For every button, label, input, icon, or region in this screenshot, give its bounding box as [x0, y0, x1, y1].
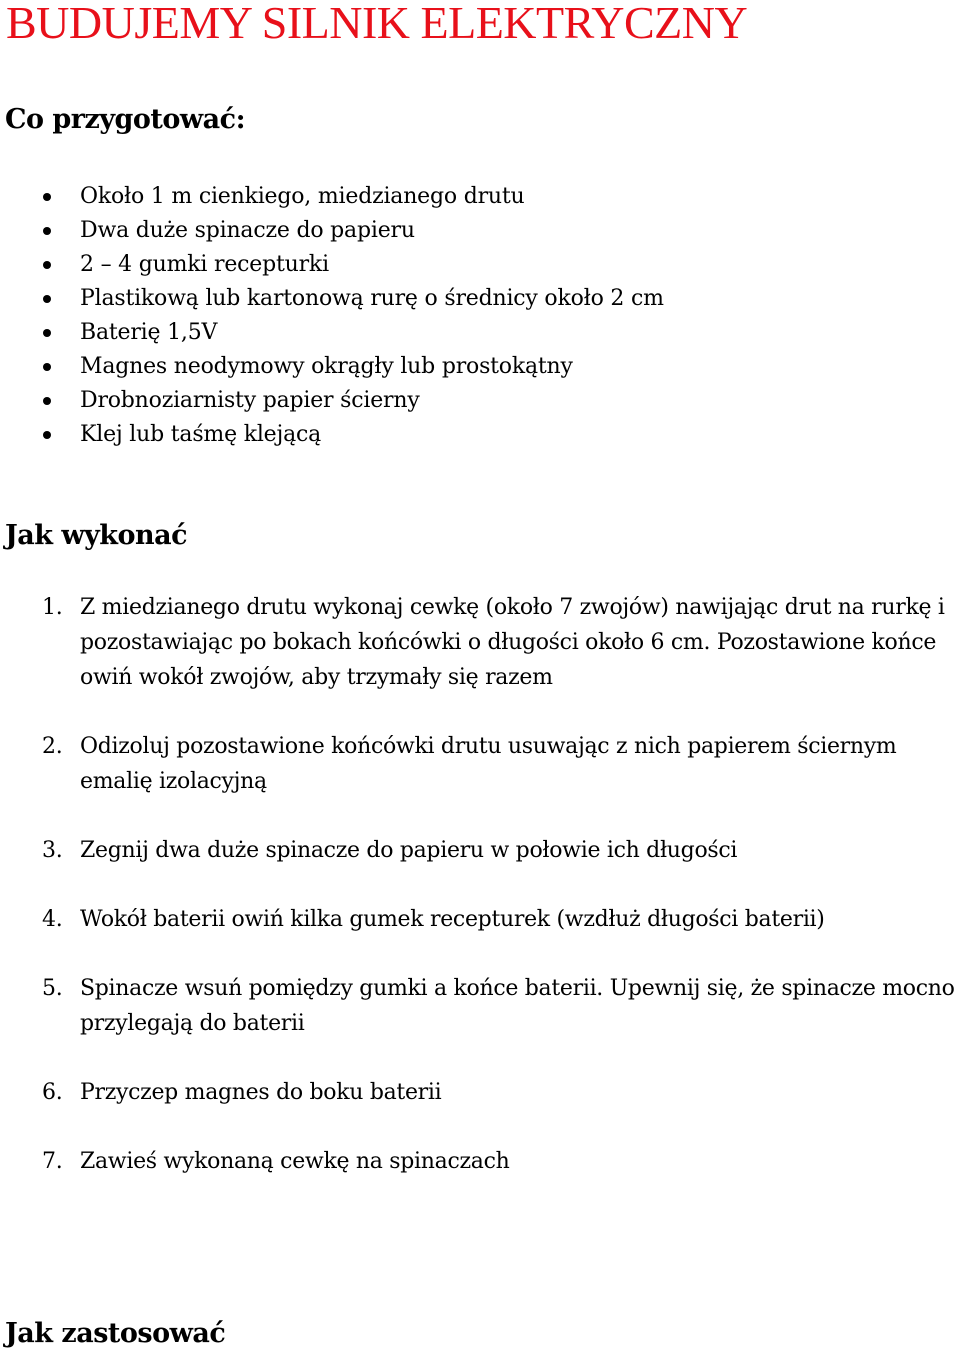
materials-list [0, 180, 664, 452]
instructions-list [0, 590, 960, 1213]
usage-heading: Jak zastosować [5, 1318, 226, 1349]
step-text: Zegnij dwa duże spinacze do papieru w połowie ich długości [80, 838, 738, 863]
instruction-step [0, 971, 960, 1041]
step-number: 6. [42, 1080, 63, 1105]
instruction-step [0, 590, 960, 695]
bullet-icon [43, 295, 51, 303]
step-number: 2. [42, 734, 63, 759]
step-text: Wokół baterii owiń kilka gumek recepturek (wzdłuż długości baterii) [80, 907, 825, 932]
bullet-icon [43, 227, 51, 235]
bullet-icon [43, 431, 51, 439]
step-number: 7. [42, 1149, 63, 1174]
list-item-label: Klej lub taśmę klejącą [80, 422, 322, 447]
step-number: 5. [42, 976, 63, 1001]
step-number: 3. [42, 838, 63, 863]
instruction-step [0, 902, 960, 937]
step-text: Przyczep magnes do boku baterii [80, 1080, 442, 1105]
list-item [0, 180, 664, 214]
materials-heading: Co przygotować: [5, 104, 246, 135]
step-text: Z miedzianego drutu wykonaj cewkę (około 7 zwojów) nawijając drut na rurkę i pozostawiając po bokach końcówki o długości około 6 cm. Pozostawione końce owiń wokół zwojów, aby trzymały się razem [80, 595, 945, 690]
bullet-icon [43, 261, 51, 269]
list-item [0, 214, 664, 248]
instruction-step [0, 1075, 960, 1110]
instruction-step [0, 729, 960, 799]
list-item-label: Drobnoziarnisty papier ścierny [80, 388, 420, 413]
bullet-icon [43, 397, 51, 405]
bullet-icon [43, 363, 51, 371]
instruction-step [0, 1144, 960, 1179]
step-text: Odizoluj pozostawione końcówki drutu usuwając z nich papierem ściernym emalię izolacyjną [80, 734, 897, 794]
list-item [0, 248, 664, 282]
instruction-step [0, 833, 960, 868]
step-text: Zawieś wykonaną cewkę na spinaczach [80, 1149, 510, 1174]
list-item [0, 418, 664, 452]
list-item [0, 316, 664, 350]
step-text: Spinacze wsuń pomiędzy gumki a końce baterii. Upewnij się, że spinacze mocno przylegają do baterii [80, 976, 955, 1036]
list-item-label: Dwa duże spinacze do papieru [80, 218, 415, 243]
instructions-heading: Jak wykonać [5, 520, 188, 551]
list-item-label: 2 – 4 gumki recepturki [80, 252, 329, 277]
list-item [0, 384, 664, 418]
list-item-label: Plastikową lub kartonową rurę o średnicy około 2 cm [80, 286, 664, 311]
list-item-label: Magnes neodymowy okrągły lub prostokątny [80, 354, 573, 379]
list-item [0, 282, 664, 316]
list-item-label: Baterię 1,5V [80, 320, 218, 345]
step-number: 4. [42, 907, 63, 932]
bullet-icon [43, 193, 51, 201]
bullet-icon [43, 329, 51, 337]
list-item-label: Około 1 m cienkiego, miedzianego drutu [80, 184, 525, 209]
list-item [0, 350, 664, 384]
step-number: 1. [42, 595, 63, 620]
document-title: BUDUJEMY SILNIK ELEKTRYCZNY [6, 0, 748, 48]
